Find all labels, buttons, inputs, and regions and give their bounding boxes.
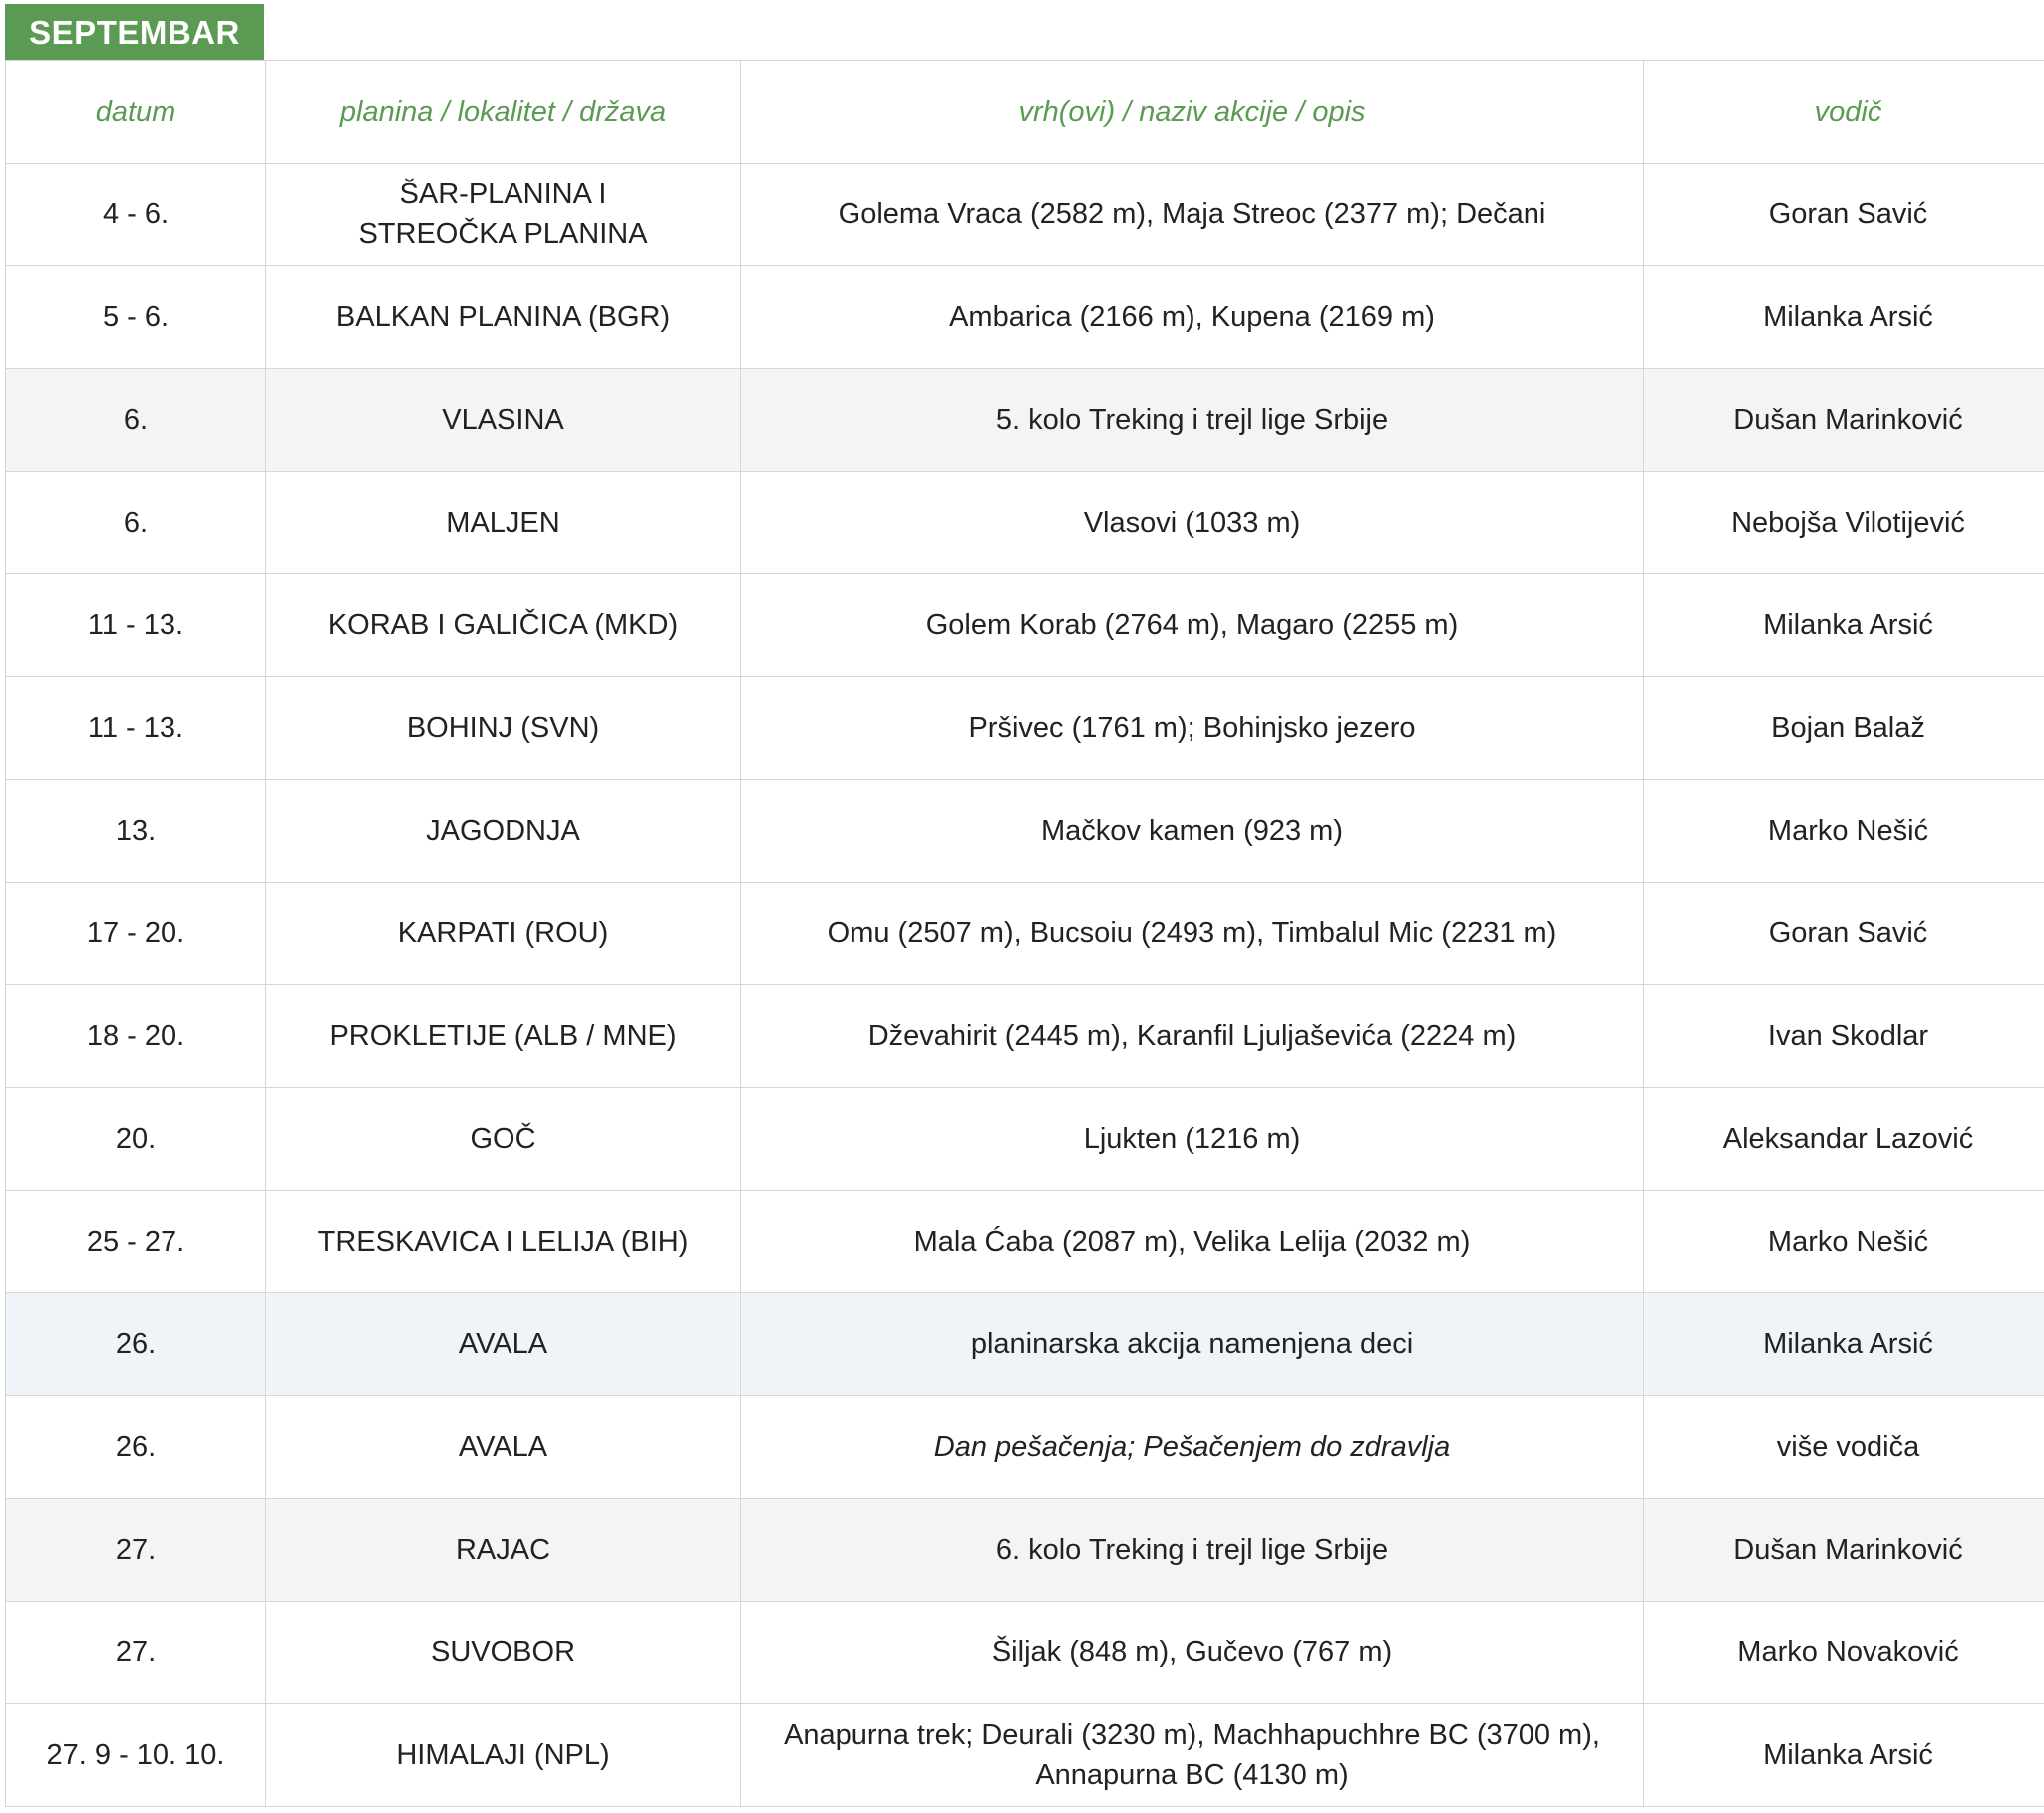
description-cell: Dan pešačenja; Pešačenjem do zdravlja (741, 1396, 1644, 1499)
date-cell: 4 - 6. (6, 164, 266, 266)
table-row (6, 369, 2044, 472)
table-row (6, 985, 2044, 1088)
guide-cell: Milanka Arsić (1644, 1704, 2044, 1807)
date-cell: 11 - 13. (6, 574, 266, 677)
description-cell-line: Annapurna BC (4130 m) (1035, 1759, 1349, 1791)
mountain-cell: AVALA (266, 1293, 741, 1396)
mountain-cell: JAGODNJA (266, 780, 741, 883)
guide-cell: Milanka Arsić (1644, 266, 2044, 369)
description-cell: Mala Ćaba (2087 m), Velika Lelija (2032 m) (741, 1191, 1644, 1293)
month-title: SEPTEMBAR (5, 4, 264, 61)
column-header-description: vrh(ovi) / naziv akcije / opis (741, 61, 1644, 164)
description-cell: Vlasovi (1033 m) (741, 472, 1644, 574)
description-cell: Mačkov kamen (923 m) (741, 780, 1644, 883)
description-cell: 5. kolo Treking i trejl lige Srbije (741, 369, 1644, 472)
guide-cell: Bojan Balaž (1644, 677, 2044, 780)
mountain-cell: GOČ (266, 1088, 741, 1191)
date-cell: 27. (6, 1499, 266, 1602)
description-cell: Golem Korab (2764 m), Magaro (2255 m) (741, 574, 1644, 677)
guide-cell: Goran Savić (1644, 883, 2044, 985)
schedule-table (5, 60, 2044, 1807)
description-cell: Šiljak (848 m), Gučevo (767 m) (741, 1602, 1644, 1704)
mountain-cell: RAJAC (266, 1499, 741, 1602)
table-row (6, 677, 2044, 780)
table-row (6, 1293, 2044, 1396)
table-row (6, 164, 2044, 266)
description-cell (741, 1704, 1644, 1807)
description-cell: Ljukten (1216 m) (741, 1088, 1644, 1191)
mountain-cell: BOHINJ (SVN) (266, 677, 741, 780)
guide-cell: Marko Novaković (1644, 1602, 2044, 1704)
guide-cell: Dušan Marinković (1644, 369, 2044, 472)
table-row (6, 266, 2044, 369)
guide-cell: Milanka Arsić (1644, 1293, 2044, 1396)
column-header-guide: vodič (1644, 61, 2044, 164)
mountain-cell: KARPATI (ROU) (266, 883, 741, 985)
description-cell: Omu (2507 m), Bucsoiu (2493 m), Timbalul Mic (2231 m) (741, 883, 1644, 985)
date-cell: 26. (6, 1396, 266, 1499)
date-cell: 13. (6, 780, 266, 883)
description-cell: Pršivec (1761 m); Bohinjsko jezero (741, 677, 1644, 780)
mountain-cell: AVALA (266, 1396, 741, 1499)
table-row (6, 1499, 2044, 1602)
mountain-cell-line: STREOČKA PLANINA (358, 218, 648, 250)
column-header-mountain: planina / lokalitet / država (266, 61, 741, 164)
table-row (6, 574, 2044, 677)
description-cell-line: Anapurna trek; Deurali (3230 m), Machhapuchhre BC (3700 m), (784, 1719, 1600, 1751)
date-cell: 11 - 13. (6, 677, 266, 780)
description-cell: Golema Vraca (2582 m), Maja Streoc (2377 m); Dečani (741, 164, 1644, 266)
date-cell: 25 - 27. (6, 1191, 266, 1293)
date-cell: 27. 9 - 10. 10. (6, 1704, 266, 1807)
guide-cell: Aleksandar Lazović (1644, 1088, 2044, 1191)
mountain-cell: VLASINA (266, 369, 741, 472)
table-row (6, 780, 2044, 883)
guide-cell: Ivan Skodlar (1644, 985, 2044, 1088)
table-header-row (6, 61, 2044, 164)
guide-cell: Nebojša Vilotijević (1644, 472, 2044, 574)
description-cell: Dževahirit (2445 m), Karanfil Ljuljaševića (2224 m) (741, 985, 1644, 1088)
guide-cell: Marko Nešić (1644, 1191, 2044, 1293)
guide-cell: Dušan Marinković (1644, 1499, 2044, 1602)
table-row (6, 883, 2044, 985)
mountain-cell: PROKLETIJE (ALB / MNE) (266, 985, 741, 1088)
description-cell: 6. kolo Treking i trejl lige Srbije (741, 1499, 1644, 1602)
mountain-cell: BALKAN PLANINA (BGR) (266, 266, 741, 369)
table-row (6, 472, 2044, 574)
mountain-cell (266, 164, 741, 266)
guide-cell: Milanka Arsić (1644, 574, 2044, 677)
table-row (6, 1396, 2044, 1499)
date-cell: 27. (6, 1602, 266, 1704)
date-cell: 17 - 20. (6, 883, 266, 985)
mountain-cell-line: ŠAR-PLANINA I (399, 179, 607, 210)
column-header-date: datum (6, 61, 266, 164)
date-cell: 6. (6, 369, 266, 472)
description-cell: planinarska akcija namenjena deci (741, 1293, 1644, 1396)
mountain-cell: SUVOBOR (266, 1602, 741, 1704)
date-cell: 20. (6, 1088, 266, 1191)
table-row (6, 1088, 2044, 1191)
table-row (6, 1191, 2044, 1293)
date-cell: 5 - 6. (6, 266, 266, 369)
description-cell: Ambarica (2166 m), Kupena (2169 m) (741, 266, 1644, 369)
mountain-cell: MALJEN (266, 472, 741, 574)
date-cell: 18 - 20. (6, 985, 266, 1088)
guide-cell: više vodiča (1644, 1396, 2044, 1499)
mountain-cell: TRESKAVICA I LELIJA (BIH) (266, 1191, 741, 1293)
date-cell: 26. (6, 1293, 266, 1396)
mountain-cell: HIMALAJI (NPL) (266, 1704, 741, 1807)
table-row (6, 1602, 2044, 1704)
guide-cell: Goran Savić (1644, 164, 2044, 266)
date-cell: 6. (6, 472, 266, 574)
guide-cell: Marko Nešić (1644, 780, 2044, 883)
table-row (6, 1704, 2044, 1807)
mountain-cell: KORAB I GALIČICA (MKD) (266, 574, 741, 677)
